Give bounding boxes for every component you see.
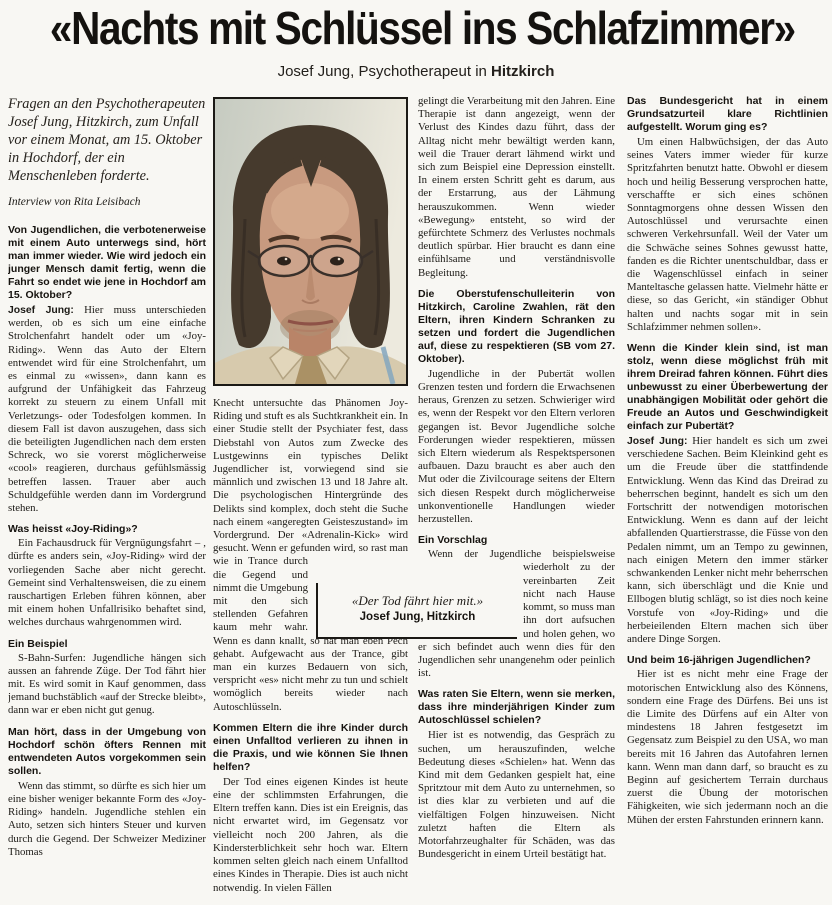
body-text: Wenn der Jugendliche beispielsweise bbox=[428, 548, 615, 561]
body-paragraph: Hier ist es nicht mehr eine Frage der motorischen Entwicklung also des Könnens, sondern eine Frage des Dürfens. Bei uns ist die Limite des Dürfens auf ein Alter von mindestens 18 Jahren festgesetzt im Gegensatz zum Beispiel zu den USA, wo man bereits mit 16 Jahren das Autofahren lernen kann. Wenn man dann darf, so braucht es zu Beginn auf gesichertem Terrain durchaus zuerst die Übung der motorischen Fähigkeiten, wie sich jedermann noch an die Mühen der ersten Fahrstunden erinnern kann. bbox=[627, 668, 828, 826]
pull-quote bbox=[316, 583, 517, 639]
body-paragraph: Ein Fachausdruck für Vergnügungsfahrt – , dürfte es anders sein, «Joy-Riding» wird der vorliegenden Sache aber nicht gerecht. Gemeint sind Verhaltensweisen, die zu einem rauschartigen Erleben führen können, aber mit einem hohen Unfallrisiko behaftet sind, welches durchaus wahrgenommen wird. bbox=[8, 537, 206, 629]
question-paragraph: Wenn die Kinder klein sind, ist man stolz, wenn diese möglichst früh mit ihrem Dreirad fahren können. Führt dies unbewusst zu einer Überbewertung der unabhängigen Mobilität oder gehört die Freude an Autos und Geschwindigkeit einfach zur Pubertät? bbox=[627, 342, 828, 433]
question-paragraph: Kommen Eltern die ihre Kinder durch einen Unfalltod verlieren zu ihnen in die Praxis, und wie können Sie Ihnen helfen? bbox=[213, 721, 408, 773]
answer-text: Hier muss unterschieden werden, ob es sich um eine einfache Strolchenfahrt handelt oder um «Joy-Riding». Wenn das Auto der Eltern entwendet wird für eine Strolchenfahrt, um es einmal zu «wissen», dann kann es aufgrund der Unfähigkeit das Fahrzeug korrekt zu steuern zu einem Unfall mit Verletzungs- oder Todesfolgen kommen. In diesem Fall ist davon auszugehen, dass sich die beteiligten Jugendlichen nach dem ersten Schreck, wo sie vorerst möglicherweise «cool» reagieren, durchaus gefühlsmässig betreffen lassen. Trauer aber auch Schuldgefühle werden dann im Vordergrund stehen. bbox=[8, 304, 206, 515]
article-subhead bbox=[0, 63, 832, 80]
section-heading: Was heisst «Joy-Riding»? bbox=[8, 523, 138, 536]
column-4 bbox=[627, 95, 828, 905]
subhead-role: Josef Jung, Psychotherapeut in bbox=[277, 63, 492, 80]
body-paragraph: S-Bahn-Surfen: Jugendliche hängen sich aussen an fahrende Züge. Der Tod fährt hier mit. Es wird somit in Kauf genommen, dass jemand buchstäblich «auf der Strecke bleibt», dann war er eben nicht gut genug. bbox=[8, 651, 206, 717]
column-1 bbox=[8, 95, 206, 905]
pull-quote-attribution: Josef Jung, Hitzkirch bbox=[359, 610, 476, 623]
speaker-name: Josef Jung: bbox=[627, 436, 688, 448]
portrait-illustration bbox=[215, 99, 406, 384]
body-paragraph bbox=[213, 397, 408, 714]
speaker-name: Josef Jung: bbox=[8, 305, 74, 316]
column-2 bbox=[213, 95, 408, 905]
section-heading: Und beim 16-jährigen Jugendlichen? bbox=[627, 654, 811, 667]
answer-paragraph bbox=[627, 435, 828, 646]
body-text: wiederholt zu der vereinbarten Zeit nicht nach Hause kommt, so muss man ihn dort aufsuchen und holen gehen, wo er sich befindet auch wenn dies für den Jugendlichen sehr unangenehm oder peinlich ist. bbox=[418, 561, 615, 680]
body-paragraph: Der Tod eines eigenen Kindes ist heute eine der schlimmsten Erfahrungen, die Eltern treffen kann. Dies ist ein Ereignis, das nicht erwartet wird, im Gegensatz vor vielleicht noch 200 Jahren, als die Kindersterblichkeit sehr hoch war. Eltern kommen selten gleich nach einem Unfalltod eines Kindes in Therapie. Dies ist auch nicht notwendig. In vielen Fällen bbox=[213, 775, 408, 894]
answer-paragraph bbox=[8, 304, 206, 515]
body-paragraph: Um einen Halbwüchsigen, der das Auto seines Vaters immer wieder für kurze Spritzfahrten benutzt hatte. Obwohl er diesem hoch und heilig Besserung versprochen hatte, verschaffte er sich eines schönen Sonntagmorgens ohne dessen Wissen den Autoschlüssel und verursachte einen schweren Verkehrsunfall. Weil der Vater um die Schwäche seines Sohnes gewusst hatte, fanden es die Richter unentschuldbar, dass er die Wagenschlüssel einfach in seiner Manteltasche gelassen hatte. Vielmehr hätte er diese, so das Gericht, «in ständiger Obhut halten und nachts sogar mit in sein Schlafzimmer nehmen sollen». bbox=[627, 136, 828, 333]
section-heading: Ein Beispiel bbox=[8, 637, 68, 650]
body-paragraph: Hier ist es notwendig, das Gespräch zu suchen, um herauszufinden, welche Bedeutung dieses «Schielen» hat. Wenn das Kind mit dem Gedanken gespielt hat, eine Spritztour mit dem Auto zu unternehmen, so ist dies klar zu verbieten und auf die vielfältigen Folgen hinzuweisen. Nicht zuletzt haften die Eltern als Motorfahrzeughalter für Schäden, was das Bundesgericht in einem Urteil bestätigt hat. bbox=[418, 729, 615, 861]
question-paragraph: Von Jugendlichen, die verbotenerweise mit einem Auto unterwegs sind, hört man immer wieder. Wie wird jedoch ein junger Mensch damit fertig, wenn die Fahrt so endet wie jene in Hochdorf am 15. Oktober? bbox=[8, 224, 206, 301]
body-paragraph: Jugendliche in der Pubertät wollen Grenzen testen und fordern die Erwachsenen heraus, Grenzen zu setzen. Schwieriger wird es, wenn der Respekt vor den Eltern verloren gegangen ist. Bevor Jugendliche solche Forderungen wieder respektieren, müssen sich Eltern wiederum als Respektspersonen aufbauen. Dazu braucht es aber auch den Mut oder die Zivilcourage seitens der Eltern sich diesen Respekt durch möglicherweise unkonventionelle Handlungen wieder herzustellen. bbox=[418, 367, 615, 526]
article-headline: «Nachts mit Schlüssel ins Schlafzimmer» bbox=[49, 2, 795, 54]
portrait-photo bbox=[213, 97, 408, 386]
section-heading: Ein Vorschlag bbox=[418, 534, 488, 547]
body-text: Knecht untersuchte das Phänomen Joy-Riding und stuft es als Suchtkrankheit ein. In einer Studie stellt der Psychiater fest, dass Diebstahl von Autos zum Zwecke des Lustgewinns ein typisches Delikt Jugendlicher ist, vorwiegend sind sie männlich und zwischen 13 und 18 Jahre alt. Die psychologischen Hintergründe des Delikts sind komplex, doch steht die Suche nach einem «angeregten Geisteszustand» im Vordergrund. Der «Adrenalin-Kick» wird gesucht. Wenn er gefunden wird, so rast man wie in bbox=[213, 397, 408, 568]
question-paragraph: Die Oberstufenschulleiterin von Hitzkirch, Caroline Zwahlen, rät den Eltern, ihren Kindern Schranken zu setzen und fordert die Jugendlichen auf, diese zu respektieren (SB vom 27. Oktober). bbox=[418, 287, 615, 365]
pull-quote-text: «Der Tod fährt hier mit.» bbox=[351, 592, 484, 608]
body-paragraph: Wenn das stimmt, so dürfte es sich hier um eine bisher weniger bekannte Form des «Joy-Riding» handeln. Jugendliche stehlen ein Auto, setzen sich hinters Steuer und kurven durch die Gegend. Der Schweizer Mediziner Thomas bbox=[8, 779, 206, 858]
answer-text: Hier handelt es sich um zwei verschiedene Sachen. Beim Kleinkind geht es um die Freude über die stattfindende Entwicklung. Wenn das Kind das Dreirad zu beherrschen beginnt, handelt es sich um den Fortschritt der notwendigen motorischen Entwicklung. Wenn es dann auf der leicht abfallenden Quartierstrasse, die Füsse von den Pedalen nimmt, um an Tempo zu gewinnen, nach einigen Metern den immer stärker schwankenden Lenker nicht mehr beherrschen kann, sich überschlägt und die Knie und Ellbogen blutig schlägt, so ist dies noch keine Vorstufe von «Joy-Riding» und die herbeieilenden Eltern machen sich über andere Dinge Sorgen. bbox=[627, 435, 828, 646]
body-text: Trance durch die Gegend und nimmt die Umgebung mit den sich stellenden Gefahren kaum mehr wahr. Wenn es dann knallt, so hat man eben Pech gehabt. Aufgewacht aus der Trance, gibt man ein kurzes Bedauern von sich, verspricht «es» nicht mehr zu tun und schielt womöglich bereits wieder nach Autoschlüsseln. bbox=[213, 555, 408, 713]
question-paragraph: Was raten Sie Eltern, wenn sie merken, dass ihre minderjährigen Kinder zum Autoschlüssel schielen? bbox=[418, 688, 615, 727]
question-paragraph: Man hört, dass in der Umgebung von Hochdorf schön öfters Rennen mit entwendeten Autos vorgekommen sein sollen. bbox=[8, 725, 206, 777]
body-paragraph: gelingt die Verarbeitung mit den Jahren. Eine Therapie ist dann angezeigt, wenn der Verlust des Kindes dazu führt, dass der Alltag nicht mehr bewältigt werden kann, weil die Trauer derart lähmend wirkt und sich zum Beispiel eine Depression einstellt. In einem ersten Schritt geht es darum, aus der Erstarrung, aus der Lähmung herauszukommen. Wenn wieder «Bewegung» entsteht, so wird der gefürchtete Schmerz des Verlustes nochmals deutlich spürbar. Hier braucht es dann eine einfühlsame und verständnisvolle Begleitung. bbox=[418, 95, 615, 279]
subhead-location: Hitzkirch bbox=[491, 63, 555, 80]
byline: Interview von Rita Leisibach bbox=[8, 196, 141, 208]
question-paragraph: Das Bundesgericht hat in einem Grundsatzurteil klare Richtlinien aufgestellt. Worum ging es? bbox=[627, 95, 828, 133]
column-3 bbox=[418, 95, 615, 905]
lead-paragraph: Fragen an den Psychotherapeuten Josef Jung, Hitzkirch, zum Unfall vor einem Monat, am 15. Oktober in Hochdorf, der ein Menschenleben forderte. bbox=[8, 96, 206, 184]
